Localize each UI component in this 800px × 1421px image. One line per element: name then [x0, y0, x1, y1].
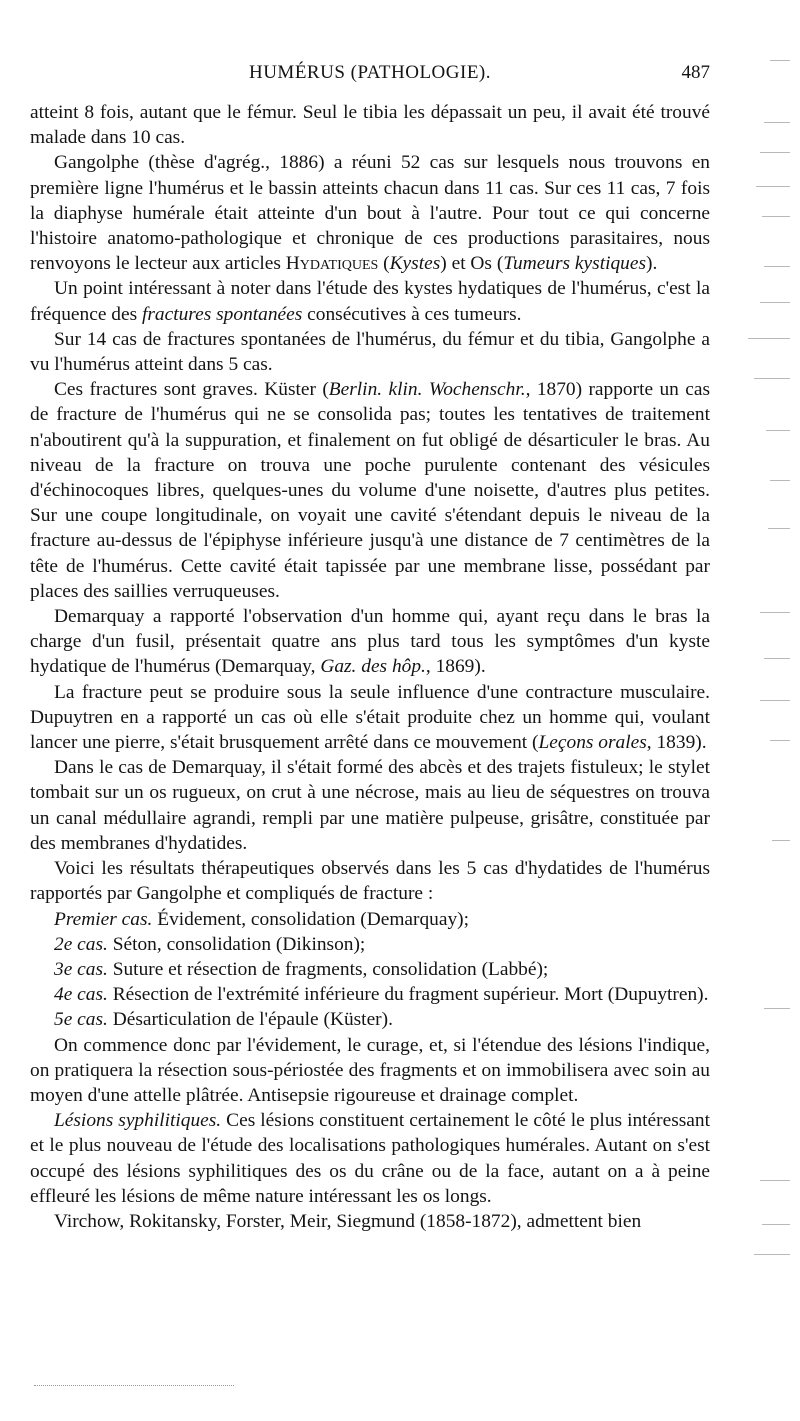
margin-mark	[760, 152, 790, 153]
case-label: 3e cas.	[54, 958, 108, 980]
margin-mark	[762, 216, 790, 217]
case-5: 5e cas. Désarticulation de l'épaule (Küster).	[54, 1009, 393, 1031]
case-label: 4e cas.	[54, 984, 108, 1006]
margin-bleed-marks	[730, 40, 800, 1340]
page-header	[30, 62, 710, 96]
section-label-syphilitiques: Lésions syphilitiques.	[54, 1110, 222, 1132]
margin-mark	[754, 1254, 790, 1255]
margin-mark	[766, 430, 790, 431]
margin-mark	[760, 1180, 790, 1181]
case-2: 2e cas. Séton, consolidation (Dikinson);	[54, 933, 366, 955]
paragraph-12: Virchow, Rokitansky, Forster, Meir, Siegmund (1858-1872), admettent bien	[54, 1210, 642, 1232]
page-number: 487	[681, 62, 710, 83]
paragraph-11: Lésions syphilitiques. Ces lésions constituent certainement le côté le plus intéressant et le plus nouveau de l'étude des localisations pathologiques humérales. Autant on s'est occupé des lésions syphilitiques des os du crâne ou de la face, autant on a à peine effleuré les lésions de même nature intéressant les os longs.	[30, 1110, 710, 1207]
ref-hydatiques: Hydatiques	[285, 253, 379, 275]
paragraph-7: La fracture peut se produire sous la seule influence d'une contracture musculaire. Dupuytren en a rapporté un cas où elle s'était produite chez un homme qui, voulant lancer une pierre, s'était brusquement arrêté dans ce mouvement (Leçons orales, 1839).	[30, 681, 710, 754]
margin-mark	[772, 840, 790, 841]
margin-mark	[770, 60, 790, 61]
body-text	[30, 100, 710, 1234]
margin-mark	[764, 266, 790, 267]
case-label: 2e cas.	[54, 933, 108, 955]
ref-gazette: Gaz. des hôp.	[320, 656, 426, 678]
ref-lecons: Leçons orales	[538, 732, 647, 754]
paragraph-4: Sur 14 cas de fractures spontanées de l'humérus, du fémur et du tibia, Gangolphe a vu l'humérus atteint dans 5 cas.	[30, 328, 710, 376]
case-3: 3e cas. Suture et résection de fragments, consolidation (Labbé);	[54, 958, 549, 980]
margin-mark	[768, 528, 790, 529]
margin-mark	[754, 378, 790, 379]
margin-mark	[764, 122, 790, 123]
case-label: 5e cas.	[54, 1009, 108, 1031]
paragraph-5: Ces fractures sont graves. Küster (Berlin. klin. Wochenschr., 1870) rapporte un cas de fracture de l'humérus qui ne se consolida pas; toutes les tentatives de traitement n'aboutirent qu'à la suppuration, et finalement on fut obligé de désarticuler le bras. Au niveau de la fracture on trouva une poche purulente contenant des vésicules d'échinocoques libres, quelques-unes du volume d'une noisette, d'autres plus petites. Sur une coupe longitudinale, on voyait une cavité s'étendant depuis le niveau de la fracture au-dessus de l'épiphyse inférieure jusqu'à une distance de 7 centimètres de la tête de l'humérus. Cette cavité était tapissée par une membrane lisse, possédant par places des saillies verruqueuses.	[30, 379, 710, 602]
margin-mark	[762, 1224, 790, 1225]
margin-mark	[760, 700, 790, 701]
paragraph-10: On commence donc par l'évidement, le curage, et, si l'étendue des lésions l'indique, on pratiquera la résection sous-périostée des fragments et on immobilisera avec soin au moyen d'une attelle plâtrée. Antisepsie rigoureuse et drainage complet.	[30, 1034, 710, 1106]
margin-mark	[770, 740, 790, 741]
case-label: Premier cas.	[54, 908, 153, 930]
paragraph-3: Un point intéressant à noter dans l'étude des kystes hydatiques de l'humérus, c'est la fréquence des fractures spontanées consécutives à ces tumeurs.	[30, 278, 710, 325]
paragraph-1: atteint 8 fois, autant que le fémur. Seul le tibia les dépassait un peu, il avait été trouvé malade dans 10 cas.	[30, 102, 710, 149]
case-4: 4e cas. Résection de l'extrémité inférieure du fragment supérieur. Mort (Dupuytren).	[54, 984, 709, 1006]
margin-mark	[764, 658, 790, 659]
footer-dotted-line	[34, 1385, 234, 1387]
margin-mark	[748, 338, 790, 339]
ref-tumeurs: Tumeurs kystiques	[503, 253, 647, 275]
ref-kystes: Kystes	[389, 253, 441, 275]
emph-fractures: fractures spontanées	[141, 303, 303, 325]
case-1: Premier cas. Évidement, consolidation (Demarquay);	[54, 908, 469, 930]
paragraph-2: Gangolphe (thèse d'agrég., 1886) a réuni 52 cas sur lesquels nous trouvons en première ligne l'humérus et le bassin atteints chacun dans 11 cas. Sur ces 11 cas, 7 fois la diaphyse humérale était atteinte d'un bout à l'autre. Pour tout ce qui concerne l'histoire anatomo-pathologique et chronique de ces productions parasitaires, nous renvoyons le lecteur aux articles Hydatiques (Kystes) et Os (Tumeurs kystiques).	[30, 152, 710, 275]
margin-mark	[756, 186, 790, 187]
running-head: HUMÉRUS (PATHOLOGIE).	[248, 62, 492, 83]
margin-mark	[760, 612, 790, 613]
paragraph-8: Dans le cas de Demarquay, il s'était formé des abcès et des trajets fistuleux; le stylet tombait sur un os rugueux, on crut à une nécrose, mais au lieu de séquestres on trouva un canal médullaire agrandi, rempli par une matière pulpeuse, grisâtre, constituée par des membranes d'hydatides.	[30, 757, 710, 854]
margin-mark	[764, 1008, 790, 1009]
ref-berlin: Berlin. klin. Wochenschr.	[328, 379, 526, 401]
paragraph-6: Demarquay a rapporté l'observation d'un homme qui, ayant reçu dans le bras la charge d'un fusil, présentait quatre ans plus tard tous les symptômes d'un kyste hydatique de l'humérus (Demarquay, Gaz. des hôp., 1869).	[30, 606, 710, 678]
paragraph-9: Voici les résultats thérapeutiques observés dans les 5 cas d'hydatides de l'humérus rapportés par Gangolphe et compliqués de fracture :	[30, 858, 710, 905]
margin-mark	[770, 480, 790, 481]
margin-mark	[760, 302, 790, 303]
